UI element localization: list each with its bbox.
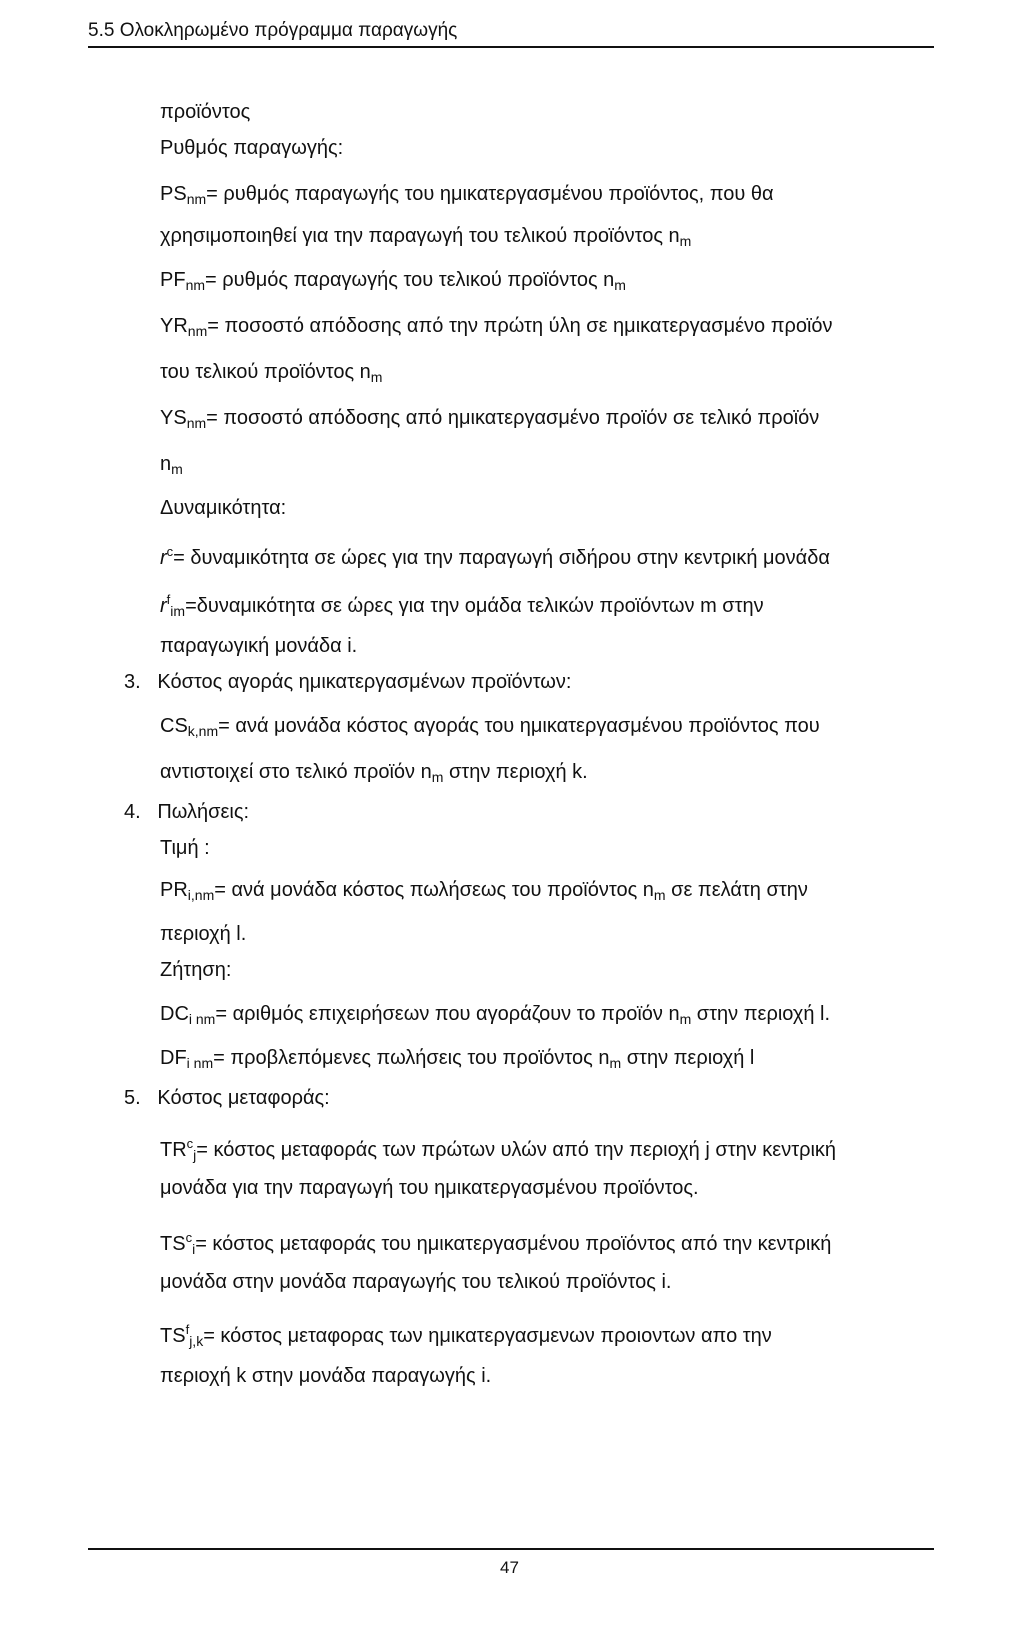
text-line: περιοχή k στην μονάδα παραγωγής i.	[160, 1365, 492, 1387]
definition-pr-i-nm: $PR_{i,nm}= \alpha\nu ά$ μονάδα κόστος πωλήσεως του προϊόντος $n_m$ σε πελάτη στην	[160, 879, 808, 903]
definition-ts-c-i: $TS^c_i= \kappa ό\sigma\tau o\varsigma$ μεταφοράς του ημικατεργασμένου προϊόντος από την κεντρική	[160, 1230, 832, 1257]
numbered-heading: 3. Κόστος αγοράς ημικατεργασμένων προϊόντων:	[124, 671, 572, 693]
text-line: παραγωγική μονάδα i.	[160, 635, 358, 657]
section-label: Ζήτηση:	[160, 959, 232, 981]
text-line: Ρυθμός παραγωγής:	[160, 137, 344, 159]
definition-yr-nm: $YR_{nm}= \pi o\sigma o\sigma\tau ό$ απόδοσης από την πρώτη ύλη σε ημικατεργασμένο προϊόν	[160, 315, 833, 339]
section-label: Δυναμικότητα:	[160, 497, 287, 519]
text-line: μονάδα για την παραγωγή του ημικατεργασμένου προϊόντος.	[160, 1177, 699, 1199]
page-number: 47	[500, 1558, 519, 1577]
header-rule	[88, 46, 934, 48]
definition-ts-f-jk: $TS^f_{j,k}= \kappa ό\sigma\tau o\varsigma$ μεταφορας των ημικατεργασμενων προιοντων απο την	[160, 1322, 772, 1349]
numbered-heading: 4. Πωλήσεις:	[124, 801, 250, 823]
numbered-heading: 5. Κόστος μεταφοράς:	[124, 1087, 330, 1109]
running-header: 5.5 Ολοκληρωμένο πρόγραμμα παραγωγής	[88, 20, 458, 41]
definition-ps-nm: $PS_{nm}= \rho\upsilon\theta\mu ό\varsigma$ παραγωγής του ημικατεργασμένου προϊόντος, που θα	[160, 183, 774, 207]
definition-df-i-nm: $DF_{i nm}= \pi\rho o\beta\lambda\varepsilon\pi ό\mu\varepsilon\nu\varepsilon\varsigma$ πωλήσεις του προϊόντος $n_m$ στην περιοχή l	[160, 1047, 755, 1071]
definition-ys-nm: $YS_{nm}= \pi o\sigma o\sigma\tau ό$ απόδοσης από ημικατεργασμένο προϊόν σε τελικό προϊόν	[160, 407, 820, 431]
footer-rule	[88, 1548, 934, 1550]
definition-dc-i-nm: $DC_{i nm}= \alpha\rho\iota\theta\mu ό\varsigma$ επιχειρήσεων που αγοράζουν το προϊόν $n_m$ στην περιοχή l.	[160, 1003, 831, 1027]
text-line: $n_m$	[160, 453, 183, 477]
section-label: Τιμή :	[160, 837, 210, 859]
text-line: προϊόντος	[160, 101, 251, 123]
definition-tr-c-j: $TR^c_j= \kappa ό\sigma\tau o\varsigma$ μεταφοράς των πρώτων υλών από την περιοχή j στην κεντρική	[160, 1136, 837, 1163]
definition-r-f-im: $r^f_{im}=\delta\upsilon\nu\alpha\mu\iota\kappa ό\tau\eta\tau\alpha$ σε ώρες για την ομάδα τελικών προϊόντων m στην	[160, 592, 764, 619]
text-line: χρησιμοποιηθεί για την παραγωγή του τελικού προϊόντος $n_m$	[160, 225, 692, 249]
text-line: του τελικού προϊόντος $n_m$	[160, 361, 383, 385]
text-line: αντιστοιχεί στο τελικό προϊόν $n_m$ στην περιοχή k.	[160, 761, 588, 785]
text-line: περιοχή l.	[160, 923, 247, 945]
text-line: μονάδα στην μονάδα παραγωγής του τελικού προϊόντος i.	[160, 1271, 672, 1293]
definition-pf-nm: $PF_{nm}= \rho\upsilon\theta\mu ό\varsigma$ παραγωγής του τελικού προϊόντος $n_m$	[160, 269, 626, 293]
definition-r-c: $r^c= \delta\upsilon\nu\alpha\mu\iota\kappa ό\tau\eta\tau\alpha$ σε ώρες για την παραγωγή σιδήρου στην κεντρική μονάδα	[160, 544, 830, 569]
definition-cs-k-nm: $CS_{k,nm}= \alpha\nu ά$ μονάδα κόστος αγοράς του ημικατεργασμένου προϊόντος που	[160, 715, 820, 739]
